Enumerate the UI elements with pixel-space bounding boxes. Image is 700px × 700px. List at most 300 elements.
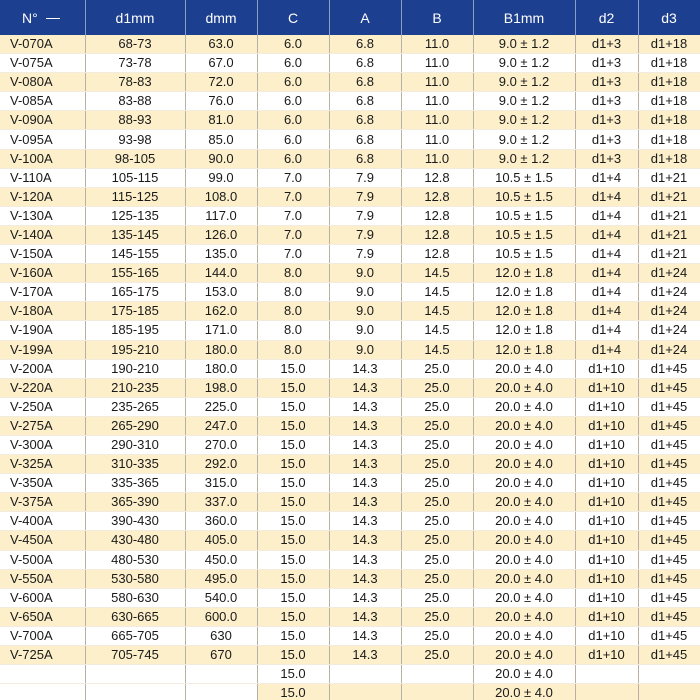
cell-c: 6.0 (257, 73, 329, 92)
cell-b: 11.0 (401, 35, 473, 54)
cell-no: V-090A (0, 111, 85, 130)
cell-b1mm: 20.0 ± 4.0 (473, 531, 575, 550)
cell-c: 8.0 (257, 340, 329, 359)
cell-b: 12.8 (401, 187, 473, 206)
cell-b: 25.0 (401, 435, 473, 454)
cell-d2: d1+3 (575, 54, 638, 73)
cell-dmm: 315.0 (185, 474, 257, 493)
cell-a: 9.0 (329, 283, 401, 302)
cell-d1mm: 390-430 (85, 512, 185, 531)
cell-dmm: 337.0 (185, 493, 257, 512)
cell-dmm: 108.0 (185, 187, 257, 206)
cell-a: 14.3 (329, 416, 401, 435)
cell-d3: d1+21 (638, 168, 700, 187)
cell-d2: d1+10 (575, 397, 638, 416)
table-row (0, 626, 700, 645)
cell-d2: d1+4 (575, 245, 638, 264)
cell-d2: d1+4 (575, 302, 638, 321)
cell-dmm: 126.0 (185, 225, 257, 244)
cell-d3: d1+45 (638, 378, 700, 397)
cell-a (329, 665, 401, 684)
cell-c: 15.0 (257, 569, 329, 588)
cell-d2: d1+10 (575, 626, 638, 645)
cell-b1mm: 10.5 ± 1.5 (473, 206, 575, 225)
cell-a: 14.3 (329, 493, 401, 512)
cell-b1mm: 10.5 ± 1.5 (473, 187, 575, 206)
cell-d2: d1+4 (575, 283, 638, 302)
cell-c: 15.0 (257, 684, 329, 700)
cell-d1mm: 705-745 (85, 646, 185, 665)
cell-d1mm: 210-235 (85, 378, 185, 397)
cell-d2: d1+3 (575, 35, 638, 54)
cell-d1mm: 165-175 (85, 283, 185, 302)
cell-dmm: 540.0 (185, 588, 257, 607)
cell-d2: d1+10 (575, 474, 638, 493)
cell-no: V-095A (0, 130, 85, 149)
cell-no: V-450A (0, 531, 85, 550)
table-row (0, 187, 700, 206)
cell-b1mm: 9.0 ± 1.2 (473, 54, 575, 73)
table-row (0, 378, 700, 397)
cell-d1mm: 83-88 (85, 92, 185, 111)
cell-d1mm: 335-365 (85, 474, 185, 493)
cell-d1mm: 175-185 (85, 302, 185, 321)
cell-dmm: 198.0 (185, 378, 257, 397)
cell-d3: d1+45 (638, 359, 700, 378)
cell-c: 15.0 (257, 493, 329, 512)
cell-dmm: 630 (185, 626, 257, 645)
cell-b: 11.0 (401, 73, 473, 92)
cell-b: 25.0 (401, 378, 473, 397)
cell-c: 15.0 (257, 397, 329, 416)
cell-d3: d1+45 (638, 416, 700, 435)
cell-d3: d1+45 (638, 474, 700, 493)
cell-no: V-375A (0, 493, 85, 512)
cell-c: 7.0 (257, 245, 329, 264)
cell-b (401, 684, 473, 700)
cell-a: 14.3 (329, 397, 401, 416)
table-row (0, 245, 700, 264)
cell-d3: d1+45 (638, 550, 700, 569)
cell-d2: d1+4 (575, 206, 638, 225)
cell-a: 6.8 (329, 130, 401, 149)
cell-dmm: 405.0 (185, 531, 257, 550)
cell-d1mm: 115-125 (85, 187, 185, 206)
table-row (0, 455, 700, 474)
cell-d3 (638, 684, 700, 700)
cell-b1mm: 20.0 ± 4.0 (473, 359, 575, 378)
cell-d3: d1+45 (638, 493, 700, 512)
cell-d1mm: 145-155 (85, 245, 185, 264)
cell-dmm: 292.0 (185, 455, 257, 474)
header-cell-b1mm: B1mm (473, 0, 575, 35)
cell-no: V-650A (0, 607, 85, 626)
cell-b: 25.0 (401, 474, 473, 493)
cell-d3: d1+18 (638, 35, 700, 54)
cell-d3: d1+21 (638, 225, 700, 244)
cell-a: 14.3 (329, 607, 401, 626)
cell-b1mm: 20.0 ± 4.0 (473, 416, 575, 435)
cell-d1mm: 665-705 (85, 626, 185, 645)
cell-d3: d1+21 (638, 245, 700, 264)
cell-d1mm: 580-630 (85, 588, 185, 607)
table-row (0, 111, 700, 130)
cell-dmm: 162.0 (185, 302, 257, 321)
cell-b1mm: 20.0 ± 4.0 (473, 665, 575, 684)
cell-a: 7.9 (329, 225, 401, 244)
cell-d1mm: 365-390 (85, 493, 185, 512)
cell-dmm: 180.0 (185, 359, 257, 378)
cell-b1mm: 20.0 ± 4.0 (473, 626, 575, 645)
table-row (0, 35, 700, 54)
cell-d1mm: 73-78 (85, 54, 185, 73)
cell-d1mm: 190-210 (85, 359, 185, 378)
cell-b1mm: 20.0 ± 4.0 (473, 397, 575, 416)
cell-c: 15.0 (257, 550, 329, 569)
cell-c: 15.0 (257, 665, 329, 684)
cell-a: 14.3 (329, 550, 401, 569)
cell-c: 6.0 (257, 130, 329, 149)
cell-b1mm: 12.0 ± 1.8 (473, 321, 575, 340)
table-row (0, 302, 700, 321)
cell-b: 12.8 (401, 206, 473, 225)
cell-d1mm: 480-530 (85, 550, 185, 569)
cell-d2: d1+4 (575, 225, 638, 244)
cell-dmm: 270.0 (185, 435, 257, 454)
cell-d1mm: 88-93 (85, 111, 185, 130)
table-row (0, 646, 700, 665)
cell-d2: d1+3 (575, 111, 638, 130)
table-row (0, 168, 700, 187)
cell-b1mm: 20.0 ± 4.0 (473, 569, 575, 588)
cell-b1mm: 9.0 ± 1.2 (473, 35, 575, 54)
cell-d3: d1+45 (638, 569, 700, 588)
cell-a (329, 684, 401, 700)
cell-b: 25.0 (401, 646, 473, 665)
table-row (0, 684, 700, 700)
table-row (0, 531, 700, 550)
cell-no: V-300A (0, 435, 85, 454)
cell-d1mm: 125-135 (85, 206, 185, 225)
cell-d3: d1+45 (638, 626, 700, 645)
cell-c: 7.0 (257, 187, 329, 206)
cell-d1mm: 310-335 (85, 455, 185, 474)
cell-b1mm: 20.0 ± 4.0 (473, 646, 575, 665)
cell-b1mm: 9.0 ± 1.2 (473, 130, 575, 149)
cell-d2: d1+4 (575, 264, 638, 283)
cell-c: 15.0 (257, 359, 329, 378)
cell-dmm: 99.0 (185, 168, 257, 187)
cell-a: 14.3 (329, 359, 401, 378)
header-row (0, 0, 700, 35)
cell-d3: d1+45 (638, 607, 700, 626)
cell-d3: d1+18 (638, 92, 700, 111)
cell-no: V-085A (0, 92, 85, 111)
cell-b1mm: 12.0 ± 1.8 (473, 340, 575, 359)
cell-c: 6.0 (257, 35, 329, 54)
cell-d3: d1+21 (638, 187, 700, 206)
cell-a: 6.8 (329, 73, 401, 92)
cell-d1mm (85, 684, 185, 700)
cell-d3: d1+18 (638, 73, 700, 92)
cell-a: 6.8 (329, 35, 401, 54)
cell-c: 15.0 (257, 607, 329, 626)
cell-no: V-080A (0, 73, 85, 92)
cell-d1mm: 155-165 (85, 264, 185, 283)
cell-b1mm: 20.0 ± 4.0 (473, 378, 575, 397)
cell-no: V-100A (0, 149, 85, 168)
cell-dmm: 495.0 (185, 569, 257, 588)
table-row (0, 569, 700, 588)
table-row (0, 264, 700, 283)
cell-dmm: 225.0 (185, 397, 257, 416)
cell-d3: d1+18 (638, 130, 700, 149)
cell-a: 9.0 (329, 340, 401, 359)
cell-dmm: 117.0 (185, 206, 257, 225)
cell-d3: d1+18 (638, 111, 700, 130)
cell-d3: d1+45 (638, 455, 700, 474)
cell-dmm: 81.0 (185, 111, 257, 130)
cell-dmm (185, 665, 257, 684)
cell-d3: d1+45 (638, 588, 700, 607)
cell-c: 8.0 (257, 283, 329, 302)
table-row (0, 550, 700, 569)
cell-a: 9.0 (329, 264, 401, 283)
cell-dmm: 171.0 (185, 321, 257, 340)
table-row (0, 435, 700, 454)
cell-c: 7.0 (257, 206, 329, 225)
cell-no: V-550A (0, 569, 85, 588)
cell-d2 (575, 665, 638, 684)
cell-d3: d1+24 (638, 302, 700, 321)
cell-b: 11.0 (401, 92, 473, 111)
cell-a: 7.9 (329, 187, 401, 206)
cell-dmm: 600.0 (185, 607, 257, 626)
cell-a: 9.0 (329, 302, 401, 321)
cell-b: 14.5 (401, 321, 473, 340)
cell-d3: d1+45 (638, 397, 700, 416)
cell-d3: d1+18 (638, 54, 700, 73)
cell-d2: d1+10 (575, 512, 638, 531)
cell-dmm: 247.0 (185, 416, 257, 435)
cell-a: 14.3 (329, 378, 401, 397)
cell-b1mm: 12.0 ± 1.8 (473, 302, 575, 321)
table-row (0, 512, 700, 531)
cell-b: 25.0 (401, 531, 473, 550)
cell-dmm: 670 (185, 646, 257, 665)
header-cell-d2: d2 (575, 0, 638, 35)
cell-c: 15.0 (257, 626, 329, 645)
cell-no: V-180A (0, 302, 85, 321)
cell-d1mm: 93-98 (85, 130, 185, 149)
cell-b1mm: 20.0 ± 4.0 (473, 455, 575, 474)
cell-d2: d1+3 (575, 130, 638, 149)
cell-c: 6.0 (257, 54, 329, 73)
cell-a: 9.0 (329, 321, 401, 340)
cell-a: 14.3 (329, 512, 401, 531)
cell-b: 14.5 (401, 340, 473, 359)
cell-d1mm: 430-480 (85, 531, 185, 550)
table-row (0, 588, 700, 607)
cell-d2 (575, 684, 638, 700)
cell-no: V-110A (0, 168, 85, 187)
cell-d1mm: 290-310 (85, 435, 185, 454)
cell-a: 7.9 (329, 206, 401, 225)
cell-dmm: 450.0 (185, 550, 257, 569)
cell-b: 25.0 (401, 569, 473, 588)
cell-dmm: 85.0 (185, 130, 257, 149)
cell-dmm: 153.0 (185, 283, 257, 302)
cell-dmm: 76.0 (185, 92, 257, 111)
table-row (0, 397, 700, 416)
table-row (0, 206, 700, 225)
cell-c: 8.0 (257, 302, 329, 321)
cell-b: 25.0 (401, 493, 473, 512)
cell-a: 14.3 (329, 455, 401, 474)
table-row (0, 73, 700, 92)
header-cell-c: C (257, 0, 329, 35)
cell-d1mm: 185-195 (85, 321, 185, 340)
cell-dmm: 90.0 (185, 149, 257, 168)
cell-d2: d1+10 (575, 493, 638, 512)
cell-d3: d1+24 (638, 283, 700, 302)
table-row (0, 607, 700, 626)
cell-c: 15.0 (257, 512, 329, 531)
cell-dmm: 180.0 (185, 340, 257, 359)
cell-c: 7.0 (257, 225, 329, 244)
cell-b: 11.0 (401, 130, 473, 149)
cell-c: 15.0 (257, 588, 329, 607)
cell-c: 15.0 (257, 455, 329, 474)
cell-a: 6.8 (329, 92, 401, 111)
cell-b1mm: 20.0 ± 4.0 (473, 435, 575, 454)
cell-d2: d1+10 (575, 607, 638, 626)
cell-dmm: 63.0 (185, 35, 257, 54)
cell-d1mm: 68-73 (85, 35, 185, 54)
cell-b1mm: 20.0 ± 4.0 (473, 493, 575, 512)
table-row (0, 225, 700, 244)
cell-d3 (638, 665, 700, 684)
cell-a: 6.8 (329, 54, 401, 73)
cell-no: V-075A (0, 54, 85, 73)
cell-a: 14.3 (329, 646, 401, 665)
cell-no: V-700A (0, 626, 85, 645)
cell-b: 25.0 (401, 550, 473, 569)
cell-b1mm: 9.0 ± 1.2 (473, 149, 575, 168)
cell-b: 12.8 (401, 168, 473, 187)
cell-d2: d1+10 (575, 569, 638, 588)
table-header (0, 0, 700, 35)
cell-b: 25.0 (401, 588, 473, 607)
cell-d3: d1+45 (638, 531, 700, 550)
cell-no: V-150A (0, 245, 85, 264)
cell-c: 7.0 (257, 168, 329, 187)
cell-no: V-070A (0, 35, 85, 54)
table-row (0, 149, 700, 168)
cell-d3: d1+24 (638, 340, 700, 359)
cell-b1mm: 20.0 ± 4.0 (473, 474, 575, 493)
cell-b: 14.5 (401, 302, 473, 321)
cell-no: V-200A (0, 359, 85, 378)
cell-c: 15.0 (257, 646, 329, 665)
cell-b: 12.8 (401, 225, 473, 244)
cell-b1mm: 20.0 ± 4.0 (473, 684, 575, 700)
cell-no: V-160A (0, 264, 85, 283)
table-row (0, 359, 700, 378)
cell-b: 14.5 (401, 264, 473, 283)
table-row (0, 92, 700, 111)
cell-no: V-170A (0, 283, 85, 302)
cell-dmm: 72.0 (185, 73, 257, 92)
cell-b1mm: 9.0 ± 1.2 (473, 92, 575, 111)
cell-d2: d1+4 (575, 321, 638, 340)
cell-d1mm: 135-145 (85, 225, 185, 244)
cell-dmm: 135.0 (185, 245, 257, 264)
cell-a: 14.3 (329, 474, 401, 493)
cell-d1mm: 630-665 (85, 607, 185, 626)
table-row (0, 130, 700, 149)
cell-d2: d1+10 (575, 531, 638, 550)
cell-b1mm: 10.5 ± 1.5 (473, 245, 575, 264)
cell-b: 11.0 (401, 149, 473, 168)
cell-d2: d1+4 (575, 168, 638, 187)
header-cell-b: B (401, 0, 473, 35)
cell-b1mm: 9.0 ± 1.2 (473, 73, 575, 92)
cell-no: V-500A (0, 550, 85, 569)
table-row (0, 665, 700, 684)
table-row (0, 416, 700, 435)
cell-b: 11.0 (401, 111, 473, 130)
cell-d1mm: 530-580 (85, 569, 185, 588)
cell-d2: d1+10 (575, 550, 638, 569)
cell-d3: d1+18 (638, 149, 700, 168)
table-row (0, 474, 700, 493)
header-cell-d3: d3 (638, 0, 700, 35)
cell-a: 14.3 (329, 588, 401, 607)
cell-b: 25.0 (401, 416, 473, 435)
cell-d2: d1+10 (575, 588, 638, 607)
cell-d2: d1+4 (575, 187, 638, 206)
cell-no: V-120A (0, 187, 85, 206)
cell-b: 25.0 (401, 455, 473, 474)
cell-no: V-220A (0, 378, 85, 397)
cell-a: 6.8 (329, 149, 401, 168)
cell-d3: d1+21 (638, 206, 700, 225)
cell-b1mm: 20.0 ± 4.0 (473, 550, 575, 569)
cell-d2: d1+10 (575, 646, 638, 665)
cell-a: 14.3 (329, 626, 401, 645)
cell-b: 25.0 (401, 512, 473, 531)
cell-b1mm: 10.5 ± 1.5 (473, 225, 575, 244)
cell-d2: d1+10 (575, 435, 638, 454)
table-row (0, 321, 700, 340)
cell-dmm: 360.0 (185, 512, 257, 531)
cell-b1mm: 12.0 ± 1.8 (473, 264, 575, 283)
cell-no: V-190A (0, 321, 85, 340)
cell-no: V-725A (0, 646, 85, 665)
cell-d1mm: 195-210 (85, 340, 185, 359)
cell-c: 15.0 (257, 531, 329, 550)
cell-d1mm (85, 665, 185, 684)
cell-a: 14.3 (329, 435, 401, 454)
cell-c: 6.0 (257, 111, 329, 130)
cell-no: V-130A (0, 206, 85, 225)
cell-dmm: 67.0 (185, 54, 257, 73)
cell-no (0, 684, 85, 700)
cell-b1mm: 12.0 ± 1.8 (473, 283, 575, 302)
cell-a: 7.9 (329, 245, 401, 264)
table-row (0, 493, 700, 512)
